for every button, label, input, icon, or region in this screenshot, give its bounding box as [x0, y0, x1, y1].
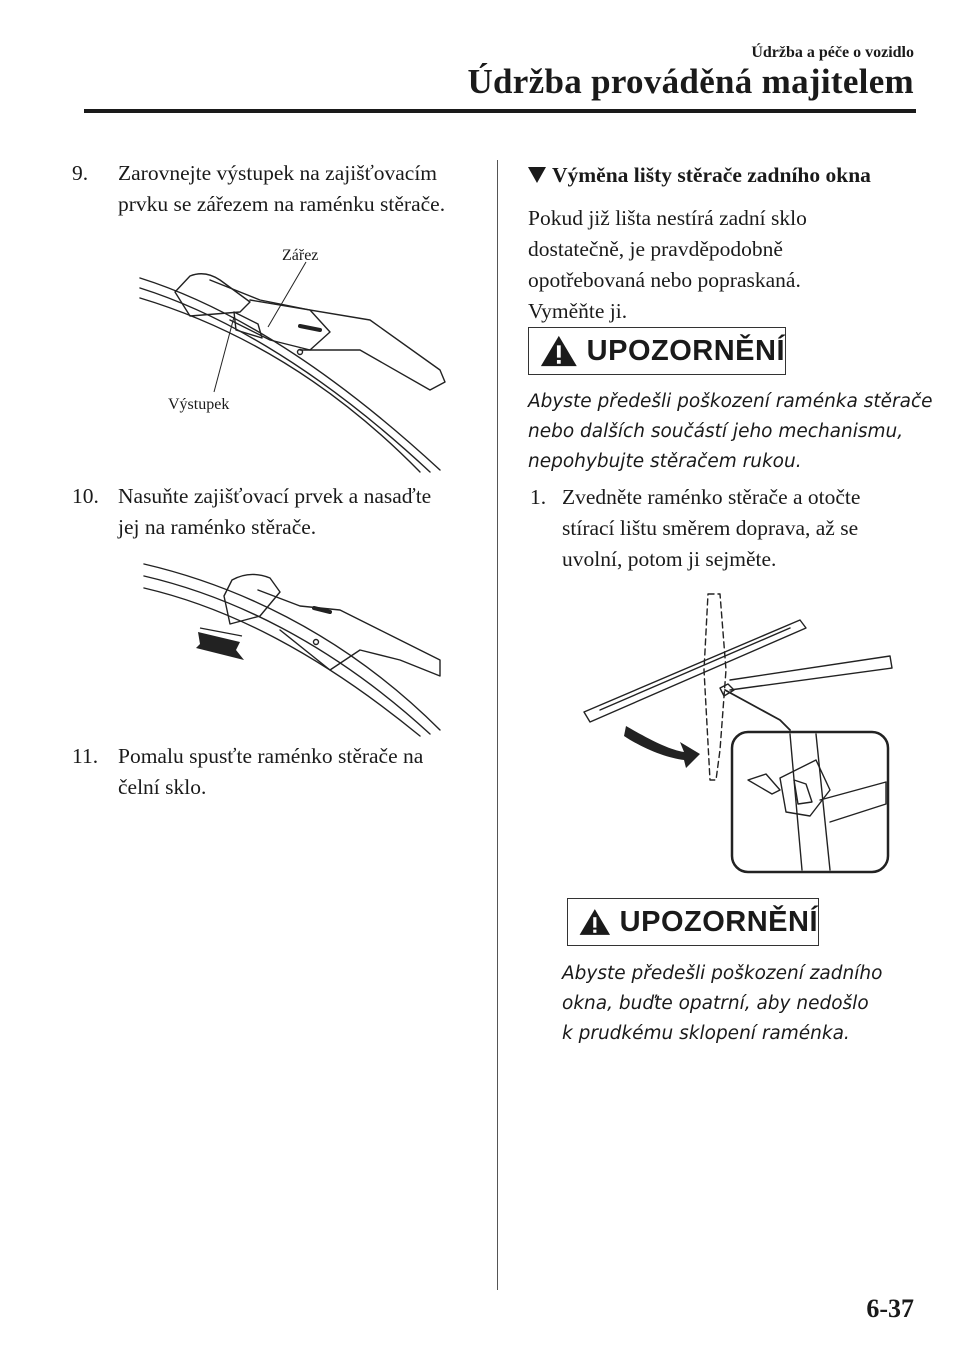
step-number: 9.	[72, 161, 89, 185]
step-text-line: stírací lištu směrem doprava, až se	[562, 516, 859, 540]
figure-label-notch: Zářez	[282, 247, 319, 264]
section-triangle-icon	[528, 167, 546, 183]
intro-line: Pokud již lišta nestírá zadní sklo	[528, 206, 807, 230]
step-text-line: Zvedněte raménko stěrače a otočte	[562, 485, 861, 509]
step-11	[72, 741, 482, 805]
warning-icon	[539, 333, 579, 369]
step-9	[72, 158, 482, 222]
caution-line: okna, buďte opatrní, aby nedošlo	[562, 993, 869, 1014]
caution-box-2	[567, 898, 819, 946]
step-text-line: čelní sklo.	[118, 775, 207, 799]
section-title-text: Výměna lišty stěrače zadního okna	[552, 163, 871, 187]
step-text-line: uvolní, potom ji sejměte.	[562, 547, 777, 571]
section-header: Údržba a péče o vozidlo	[751, 44, 914, 61]
intro-line: Vyměňte ji.	[528, 299, 628, 323]
chapter-title: Údržba prováděná majitelem	[467, 62, 914, 101]
caution-line: nepohybujte stěračem rukou.	[528, 451, 802, 472]
caution-label: UPOZORNĚNÍ	[586, 334, 785, 367]
caution-box-1	[528, 327, 786, 375]
section-title	[528, 163, 871, 188]
step-number: 1.	[530, 485, 547, 509]
warning-icon	[578, 904, 612, 940]
caution-text-1	[528, 387, 933, 477]
header-divider	[84, 109, 916, 113]
caution-label: UPOZORNĚNÍ	[619, 905, 818, 938]
page-number: 6-37	[866, 1294, 914, 1323]
column-divider	[497, 160, 498, 1290]
step-number: 10.	[72, 484, 99, 508]
step-text-line: Nasuňte zajišťovací prvek a nasaďte	[118, 484, 432, 508]
caution-line: nebo dalších součástí jeho mechanismu,	[528, 421, 904, 442]
intro-line: opotřebovaná nebo popraskaná.	[528, 268, 801, 292]
step-text-line: Pomalu spusťte raménko stěrače na	[118, 744, 424, 768]
step-1	[530, 482, 920, 578]
caution-text-2	[562, 959, 882, 1049]
step-text-line: prvku se zářezem na raménku stěrače.	[118, 192, 446, 216]
figure-rear-wiper-removal	[580, 590, 910, 880]
figure-notch-alignment	[130, 240, 450, 475]
caution-line: Abyste předešli poškození raménka stěrače	[528, 391, 933, 412]
figure-label-protrusion: Výstupek	[168, 396, 230, 413]
step-text-line: jej na raménko stěrače.	[118, 515, 317, 539]
step-10	[72, 481, 482, 545]
intro-paragraph	[528, 203, 908, 327]
step-text-line: Zarovnejte výstupek na zajišťovacím	[118, 161, 438, 185]
intro-line: dostatečně, je pravděpodobně	[528, 237, 783, 261]
figure-slide-clip	[140, 550, 450, 740]
caution-line: Abyste předešli poškození zadního	[562, 963, 883, 984]
step-number: 11.	[72, 744, 99, 768]
caution-line: k prudkému sklopení raménka.	[562, 1023, 850, 1044]
